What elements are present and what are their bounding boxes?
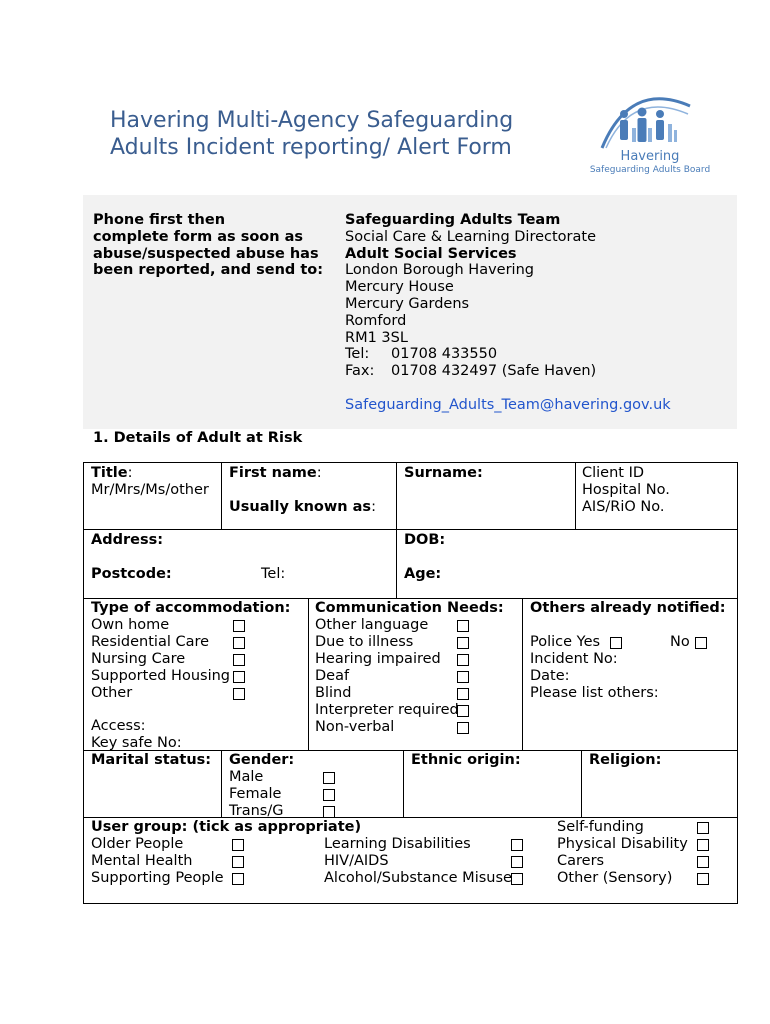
instruction-text: Phone first then complete form as soon as abuse/suspected abuse has been reported, and send to: (93, 212, 324, 279)
accommodation-cell[interactable]: Type of accommodation: Own home Residential Care Nursing Care Supported Housing Other Access: Key safe No: (83, 598, 309, 751)
older-people-checkbox[interactable] (232, 839, 244, 851)
learning-disabilities-checkbox[interactable] (511, 839, 523, 851)
email-link[interactable]: Safeguarding_Adults_Team@havering.gov.uk (345, 396, 671, 413)
other-language-checkbox[interactable] (457, 620, 469, 632)
marital-status-cell[interactable]: Marital status: (83, 750, 222, 818)
residential-care-checkbox[interactable] (233, 637, 245, 649)
supported-housing-checkbox[interactable] (233, 671, 245, 683)
female-checkbox[interactable] (323, 789, 335, 801)
tel-line: Tel: 01708 433550 (345, 346, 498, 363)
non-verbal-checkbox[interactable] (457, 722, 469, 734)
ethnic-origin-cell[interactable]: Ethnic origin: (403, 750, 582, 818)
police-no-checkbox[interactable] (695, 637, 707, 649)
self-funding-checkbox[interactable] (697, 822, 709, 834)
religion-cell[interactable]: Religion: (581, 750, 738, 818)
deaf-checkbox[interactable] (457, 671, 469, 683)
team-name: Safeguarding Adults Team (345, 212, 561, 228)
title-line-1: Havering Multi-Agency Safeguarding (110, 108, 514, 133)
logo-subtitle: Safeguarding Adults Board (589, 165, 711, 175)
alcohol-substance-checkbox[interactable] (511, 873, 523, 885)
hearing-impaired-checkbox[interactable] (457, 654, 469, 666)
form-title (110, 107, 513, 161)
section-heading: 1. Details of Adult at Risk (93, 430, 303, 446)
title-cell[interactable]: Title: Mr/Mrs/Ms/other (83, 462, 222, 530)
interpreter-required-checkbox[interactable] (457, 705, 469, 717)
blind-checkbox[interactable] (457, 688, 469, 700)
police-yes-checkbox[interactable] (610, 637, 622, 649)
own-home-checkbox[interactable] (233, 620, 245, 632)
dob-cell[interactable]: DOB: Age: (396, 529, 738, 599)
logo-name: Havering (620, 149, 680, 164)
supporting-people-checkbox[interactable] (232, 873, 244, 885)
notified-cell[interactable]: Others already notified: Police Yes No Incident No: Date: Please list others: (522, 598, 738, 751)
nursing-care-checkbox[interactable] (233, 654, 245, 666)
due-to-illness-checkbox[interactable] (457, 637, 469, 649)
fax-line: Fax: 01708 432497 (Safe Haven) (345, 363, 597, 380)
other-accommodation-checkbox[interactable] (233, 688, 245, 700)
contact-address: Safeguarding Adults Team Social Care & Learning Directorate Adult Social Services London Borough Havering Mercury House Mercury Gardens Romford RM1 3SL Tel: 01708 433550 Fax: 01708 432497 (Safe Haven) Safeguarding_Adults_Team@havering.gov.uk (345, 212, 671, 413)
carers-checkbox[interactable] (697, 856, 709, 868)
ids-cell[interactable]: Client ID Hospital No. AIS/RiO No. (575, 462, 738, 530)
directorate: Social Care & Learning Directorate (345, 228, 596, 245)
address-cell[interactable]: Address: Postcode: Tel: (83, 529, 397, 599)
surname-cell[interactable]: Surname: (396, 462, 576, 530)
first-name-cell[interactable]: First name: Usually known as: (221, 462, 397, 530)
male-checkbox[interactable] (323, 772, 335, 784)
title-line-2: Adults Incident reporting/ Alert Form (110, 135, 512, 160)
communication-cell[interactable]: Communication Needs: Other language Due to illness Hearing impaired Deaf Blind Interpreter required Non-verbal (308, 598, 523, 751)
gender-cell[interactable]: Gender: Male Female Trans/G (221, 750, 404, 818)
mental-health-checkbox[interactable] (232, 856, 244, 868)
hiv-aids-checkbox[interactable] (511, 856, 523, 868)
user-group-cell[interactable]: User group: (tick as appropriate) Older People Mental Health Supporting People Learning Disabilities HIV/AIDS Alcohol/Substance Misuse Self-funding Physical Disability Carers Other (Sensory) (83, 817, 738, 904)
physical-disability-checkbox[interactable] (697, 839, 709, 851)
service-name: Adult Social Services (345, 245, 517, 262)
other-sensory-checkbox[interactable] (697, 873, 709, 885)
